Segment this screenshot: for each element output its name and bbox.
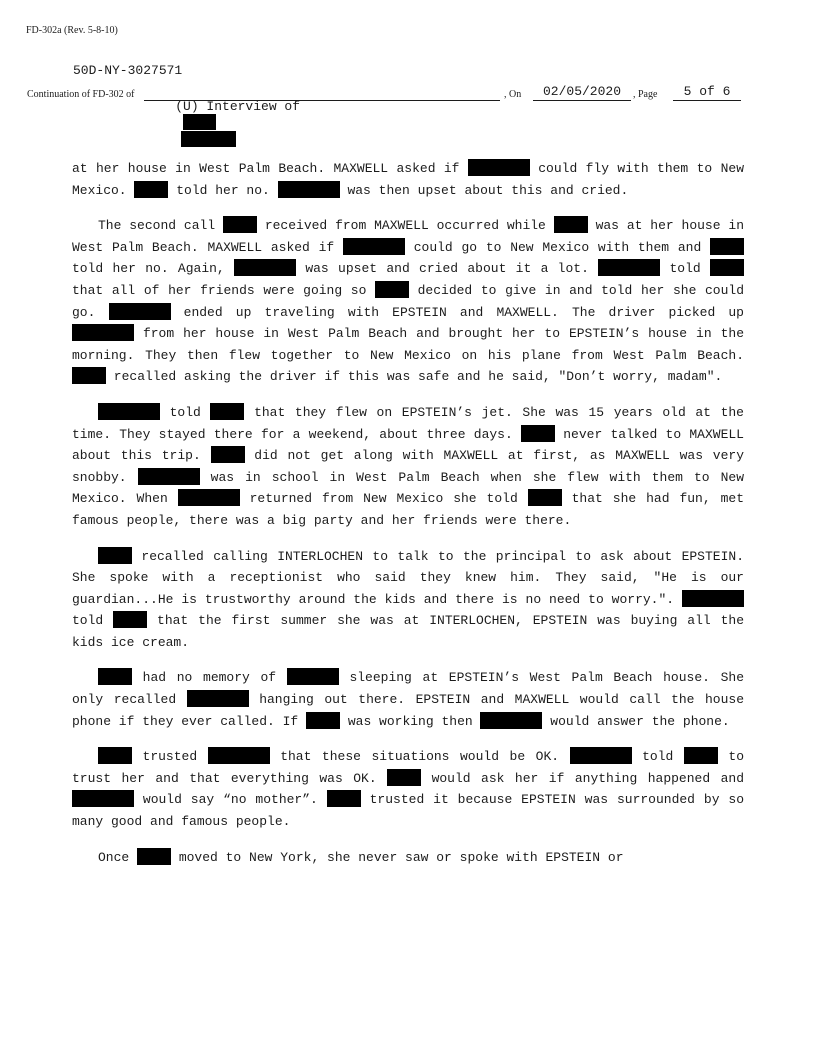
redaction-block [178, 489, 240, 506]
redaction-block [306, 712, 340, 729]
paragraph-text: told her no. Again, [72, 261, 235, 277]
paragraph [72, 667, 744, 732]
redaction-block [468, 159, 530, 176]
redaction-block [72, 324, 134, 341]
redaction-block [223, 216, 257, 233]
page-label: , Page [633, 89, 658, 100]
redaction-block [684, 747, 718, 764]
interview-date: 02/05/2020 [533, 84, 631, 101]
redaction-block [181, 131, 236, 147]
paragraph-text: ended up traveling with EPSTEIN and MAXWELL. The driver picked up [170, 304, 744, 320]
interview-subject-field [144, 84, 500, 114]
redaction-block [134, 181, 168, 198]
redaction-block [113, 611, 147, 628]
redaction-block [570, 747, 632, 764]
redaction-block [183, 114, 216, 130]
redaction-block [554, 216, 588, 233]
paragraph-text: received from MAXWELL occurred while [256, 218, 554, 234]
paragraph [72, 546, 744, 654]
paragraph-text: to trust her and that everything was OK. [72, 749, 745, 786]
paragraph-text: trusted [132, 749, 208, 765]
redaction-block [109, 303, 171, 320]
redaction-block [210, 403, 244, 420]
paragraph-text: could fly with them to New Mexico. [72, 161, 744, 198]
paragraph-text: would ask her if anything happened and [421, 770, 745, 786]
redaction-block [98, 547, 132, 564]
redaction-block [375, 281, 409, 298]
redaction-block [138, 468, 200, 485]
redaction-block [327, 790, 361, 807]
paragraph-text: did not get along with MAXWELL at first, as MAXWELL was very snobby. [72, 448, 744, 485]
form-identifier: FD-302a (Rev. 5-8-10) [26, 25, 118, 36]
redaction-block [208, 747, 270, 764]
redaction-block [387, 769, 421, 786]
paragraph-text: Once [98, 849, 138, 865]
paragraph-text: sleeping at EPSTEIN’s West Palm Beach house. She only recalled [72, 670, 744, 708]
redaction-block [72, 790, 134, 807]
paragraph-text: told [631, 749, 684, 765]
paragraph-text: moved to New York, she never saw or spoke with EPSTEIN or [171, 849, 624, 865]
on-label: , On [504, 89, 522, 100]
paragraph-text: decided to give in and told her she could go. [72, 282, 745, 320]
continuation-line [27, 84, 747, 114]
redaction-block [98, 403, 160, 420]
paragraph-text: would answer the phone. [542, 713, 730, 729]
paragraph-text: was upset and cried about it a lot. [296, 261, 599, 277]
paragraph-text: told [160, 404, 211, 420]
redaction-block [211, 446, 245, 463]
redaction-block [137, 848, 171, 865]
redaction-block [521, 425, 555, 442]
paragraph-text: told her no. [168, 182, 278, 198]
paragraph-text: at her house in West Palm Beach. MAXWELL asked if [72, 161, 468, 176]
redaction-block [287, 668, 339, 685]
paragraph [72, 215, 744, 388]
redaction-block [528, 489, 562, 506]
paragraph-text: that these situations would be OK. [269, 749, 570, 765]
paragraph-text: was then upset about this and cried. [339, 182, 629, 198]
paragraph-text: from her house in West Palm Beach and brought her to EPSTEIN’s house in the morning. They then flew together to New Mexico on his plane from West Palm Beach. [72, 326, 744, 363]
paragraph [72, 847, 744, 869]
redaction-block [98, 668, 132, 685]
paragraph-text: never talked to MAXWELL about this trip. [72, 426, 744, 464]
paragraph-text: told [72, 613, 114, 629]
paragraph-text: was in school in West Palm Beach when she flew with them to New Mexico. When [72, 469, 744, 507]
redaction-block [72, 367, 106, 384]
redaction-block [343, 238, 405, 255]
paragraph-text: recalled calling INTERLOCHEN to talk to the principal to ask about EPSTEIN. She spoke with a receptionist who said they knew him. They said, "He is our guardian...He is trustworthy around the kids and there is no need to worry.". [72, 548, 744, 607]
redaction-block [278, 181, 340, 198]
redaction-block [710, 259, 744, 276]
redaction-block [480, 712, 542, 729]
redaction-block [187, 690, 249, 707]
page-number: 5 of 6 [673, 84, 741, 101]
paragraph-text: would say “no mother”. [134, 792, 327, 808]
continuation-label: Continuation of FD-302 of [27, 89, 135, 100]
redaction-block [98, 747, 132, 764]
paragraph-text: returned from New Mexico she told [239, 491, 528, 507]
paragraph-text: that they flew on EPSTEIN’s jet. She was 15 years old at the time. They stayed there for a weekend, about three days. [72, 404, 744, 442]
paragraph-text: that she had fun, met famous people, there was a big party and her friends were there. [72, 491, 744, 528]
paragraph-text: that all of her friends were going so [72, 282, 375, 298]
paragraph-text: that the first summer she was at INTERLOCHEN, EPSTEIN was buying all the kids ice cream. [72, 613, 744, 650]
redaction-block [234, 259, 296, 276]
paragraph [72, 158, 744, 201]
paragraph-text: trusted it because EPSTEIN was surrounded by so many good and famous people. [72, 792, 744, 830]
paragraph [72, 746, 744, 832]
interview-subject-text: (U) Interview of [175, 99, 301, 114]
redaction-block [598, 259, 660, 276]
redaction-block [710, 238, 744, 255]
paragraph-text: hanging out there. EPSTEIN and MAXWELL would call the house phone if they ever called. If [72, 692, 745, 729]
paragraph-text: The second call [98, 218, 223, 234]
document-body [72, 158, 744, 882]
paragraph-text: recalled asking the driver if this was safe and he said, "Don’t worry, madam". [106, 369, 723, 385]
redaction-block [682, 590, 744, 607]
paragraph-text: had no memory of [132, 670, 287, 686]
paragraph-text: could go to New Mexico with them and [404, 239, 710, 255]
file-number: 50D-NY-3027571 [73, 63, 183, 78]
paragraph [72, 402, 744, 532]
paragraph-text: was working then [340, 713, 481, 729]
paragraph-text: told [660, 261, 710, 277]
paragraph-text: was at her house in West Palm Beach. MAXWELL asked if [72, 218, 744, 255]
